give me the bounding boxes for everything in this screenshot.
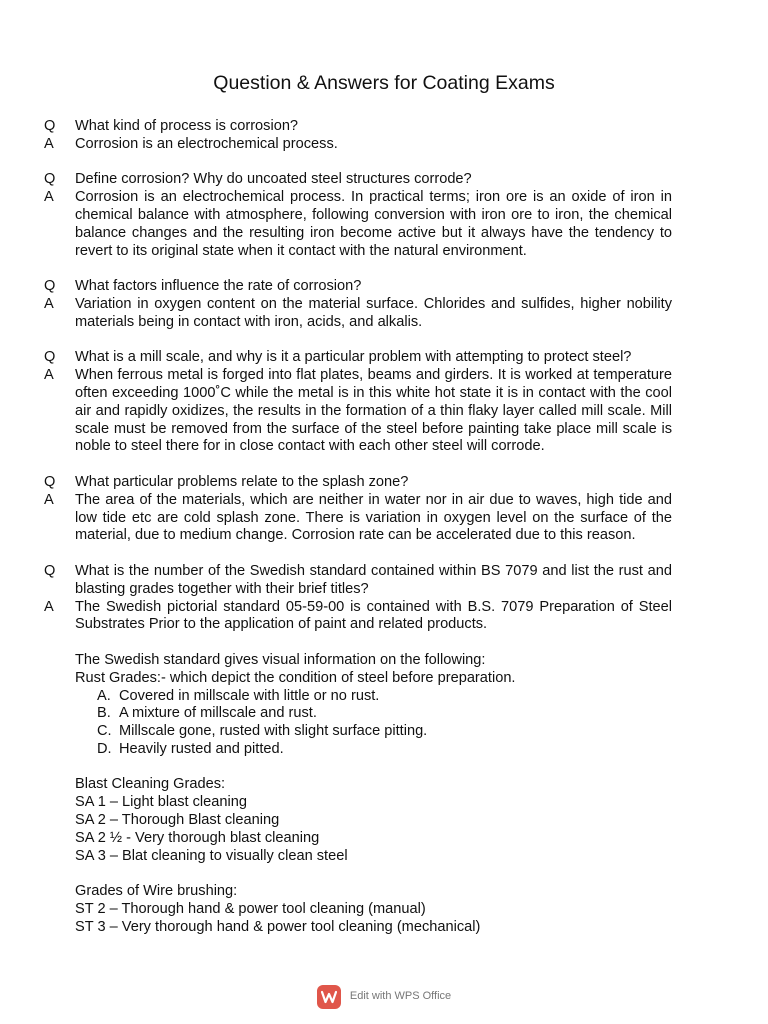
list-text: Heavily rusted and pitted. [119, 740, 284, 757]
qa-item [44, 118, 672, 154]
list-text: Millscale gone, rusted with slight surface pitting. [119, 723, 428, 740]
answer-marker: A [44, 135, 54, 152]
answer-text: The Swedish pictorial standard 05-59-00 is contained with B.S. 7079 Preparation of Steel Substrates Prior to the application of paint and related products. [75, 598, 672, 633]
wire-grade-item: ST 2 – Thorough hand & power tool cleaning (manual) [75, 901, 426, 918]
list-letter: A. [97, 687, 111, 704]
question-marker: Q [44, 278, 56, 295]
rust-grade-item [44, 723, 672, 741]
answer-text: When ferrous metal is forged into flat plates, beams and girders. It is worked at temperature often exceeding 1000˚C while the metal is in this white hot state it is in contact with the cool air and rapidly oxidizes, the results in the formation of a thin flaky layer called mill scale. Mill scale must be removed from the surface of the steel before painting take place mill scale is noble to steel there for in close contact with each other steel will corrode. [75, 367, 672, 455]
list-text: Covered in millscale with little or no rust. [119, 687, 380, 704]
blast-grade-item: SA 2 ½ - Very thorough blast cleaning [75, 829, 320, 846]
visual-intro: The Swedish standard gives visual information on the following: [75, 651, 486, 668]
answer-text: Variation in oxygen content on the material surface. Chlorides and sulfides, higher nobility materials being in contact with iron, acids, and alkalis. [75, 295, 672, 330]
qa-item [44, 474, 672, 545]
question-text: What factors influence the rate of corrosion? [75, 278, 362, 295]
list-letter: D. [97, 740, 112, 757]
wire-grade-item: ST 3 – Very thorough hand & power tool cleaning (mechanical) [75, 918, 481, 935]
rust-grade-item [44, 688, 672, 706]
question-text: What kind of process is corrosion? [75, 118, 299, 134]
wps-footer[interactable] [0, 985, 768, 1009]
blast-grade-item: SA 3 – Blat cleaning to visually clean steel [75, 847, 348, 864]
blast-grades-heading: Blast Cleaning Grades: [75, 776, 226, 793]
question-text: What is a mill scale, and why is it a particular problem with attempting to protect steel? [75, 349, 632, 366]
wps-edit-link[interactable]: Edit with WPS Office [349, 990, 452, 1003]
qa-item [44, 349, 672, 456]
question-marker: Q [44, 118, 56, 134]
qa-item [44, 171, 672, 260]
blast-grade-item: SA 1 – Light blast cleaning [75, 794, 248, 811]
page-title: Question & Answers for Coating Exams [213, 72, 555, 94]
answer-text: Corrosion is an electrochemical process. In practical terms; iron ore is an oxide of iron in chemical balance with atmosphere, following conversion with iron ore to iron, the chemical balance changes and the resulting iron become active but it always have the tendency to revert to its original state when it contact with the natural environment. [75, 189, 672, 259]
answer-marker: A [44, 598, 54, 615]
answer-marker: A [44, 367, 54, 384]
list-text: A mixture of millscale and rust. [119, 705, 317, 722]
rust-grade-item [44, 741, 672, 759]
answer-marker: A [44, 295, 54, 312]
question-text: What is the number of the Swedish standard contained within BS 7079 and list the rust and blasting grades together with their brief titles? [75, 562, 672, 597]
wps-logo-icon [317, 985, 341, 1009]
qa-item [44, 278, 672, 331]
question-text: What particular problems relate to the splash zone? [75, 473, 409, 490]
question-text: Define corrosion? Why do uncoated steel structures corrode? [75, 171, 472, 188]
rust-grade-item [44, 705, 672, 723]
answer-marker: A [44, 491, 54, 508]
wire-brushing-heading: Grades of Wire brushing: [75, 883, 238, 900]
answer-text: Corrosion is an electrochemical process. [75, 135, 338, 152]
answer-marker: A [44, 189, 54, 206]
answer-text: The area of the materials, which are neither in water nor in air due to waves, high tide and low tide etc are cold splash zone. There is variation in oxygen level on the surface of the material, due to medium change. Corrosion rate can be accelerated due to this reason. [75, 491, 672, 544]
list-letter: B. [97, 705, 111, 722]
rust-grades-intro: Rust Grades:- which depict the condition of steel before preparation. [75, 669, 516, 686]
question-marker: Q [44, 473, 56, 490]
question-marker: Q [44, 349, 56, 366]
list-letter: C. [97, 723, 112, 740]
question-marker: Q [44, 562, 56, 579]
qa-content [44, 118, 672, 954]
qa-item-standards [44, 563, 672, 937]
question-marker: Q [44, 171, 56, 188]
blast-grade-item: SA 2 – Thorough Blast cleaning [75, 812, 280, 829]
